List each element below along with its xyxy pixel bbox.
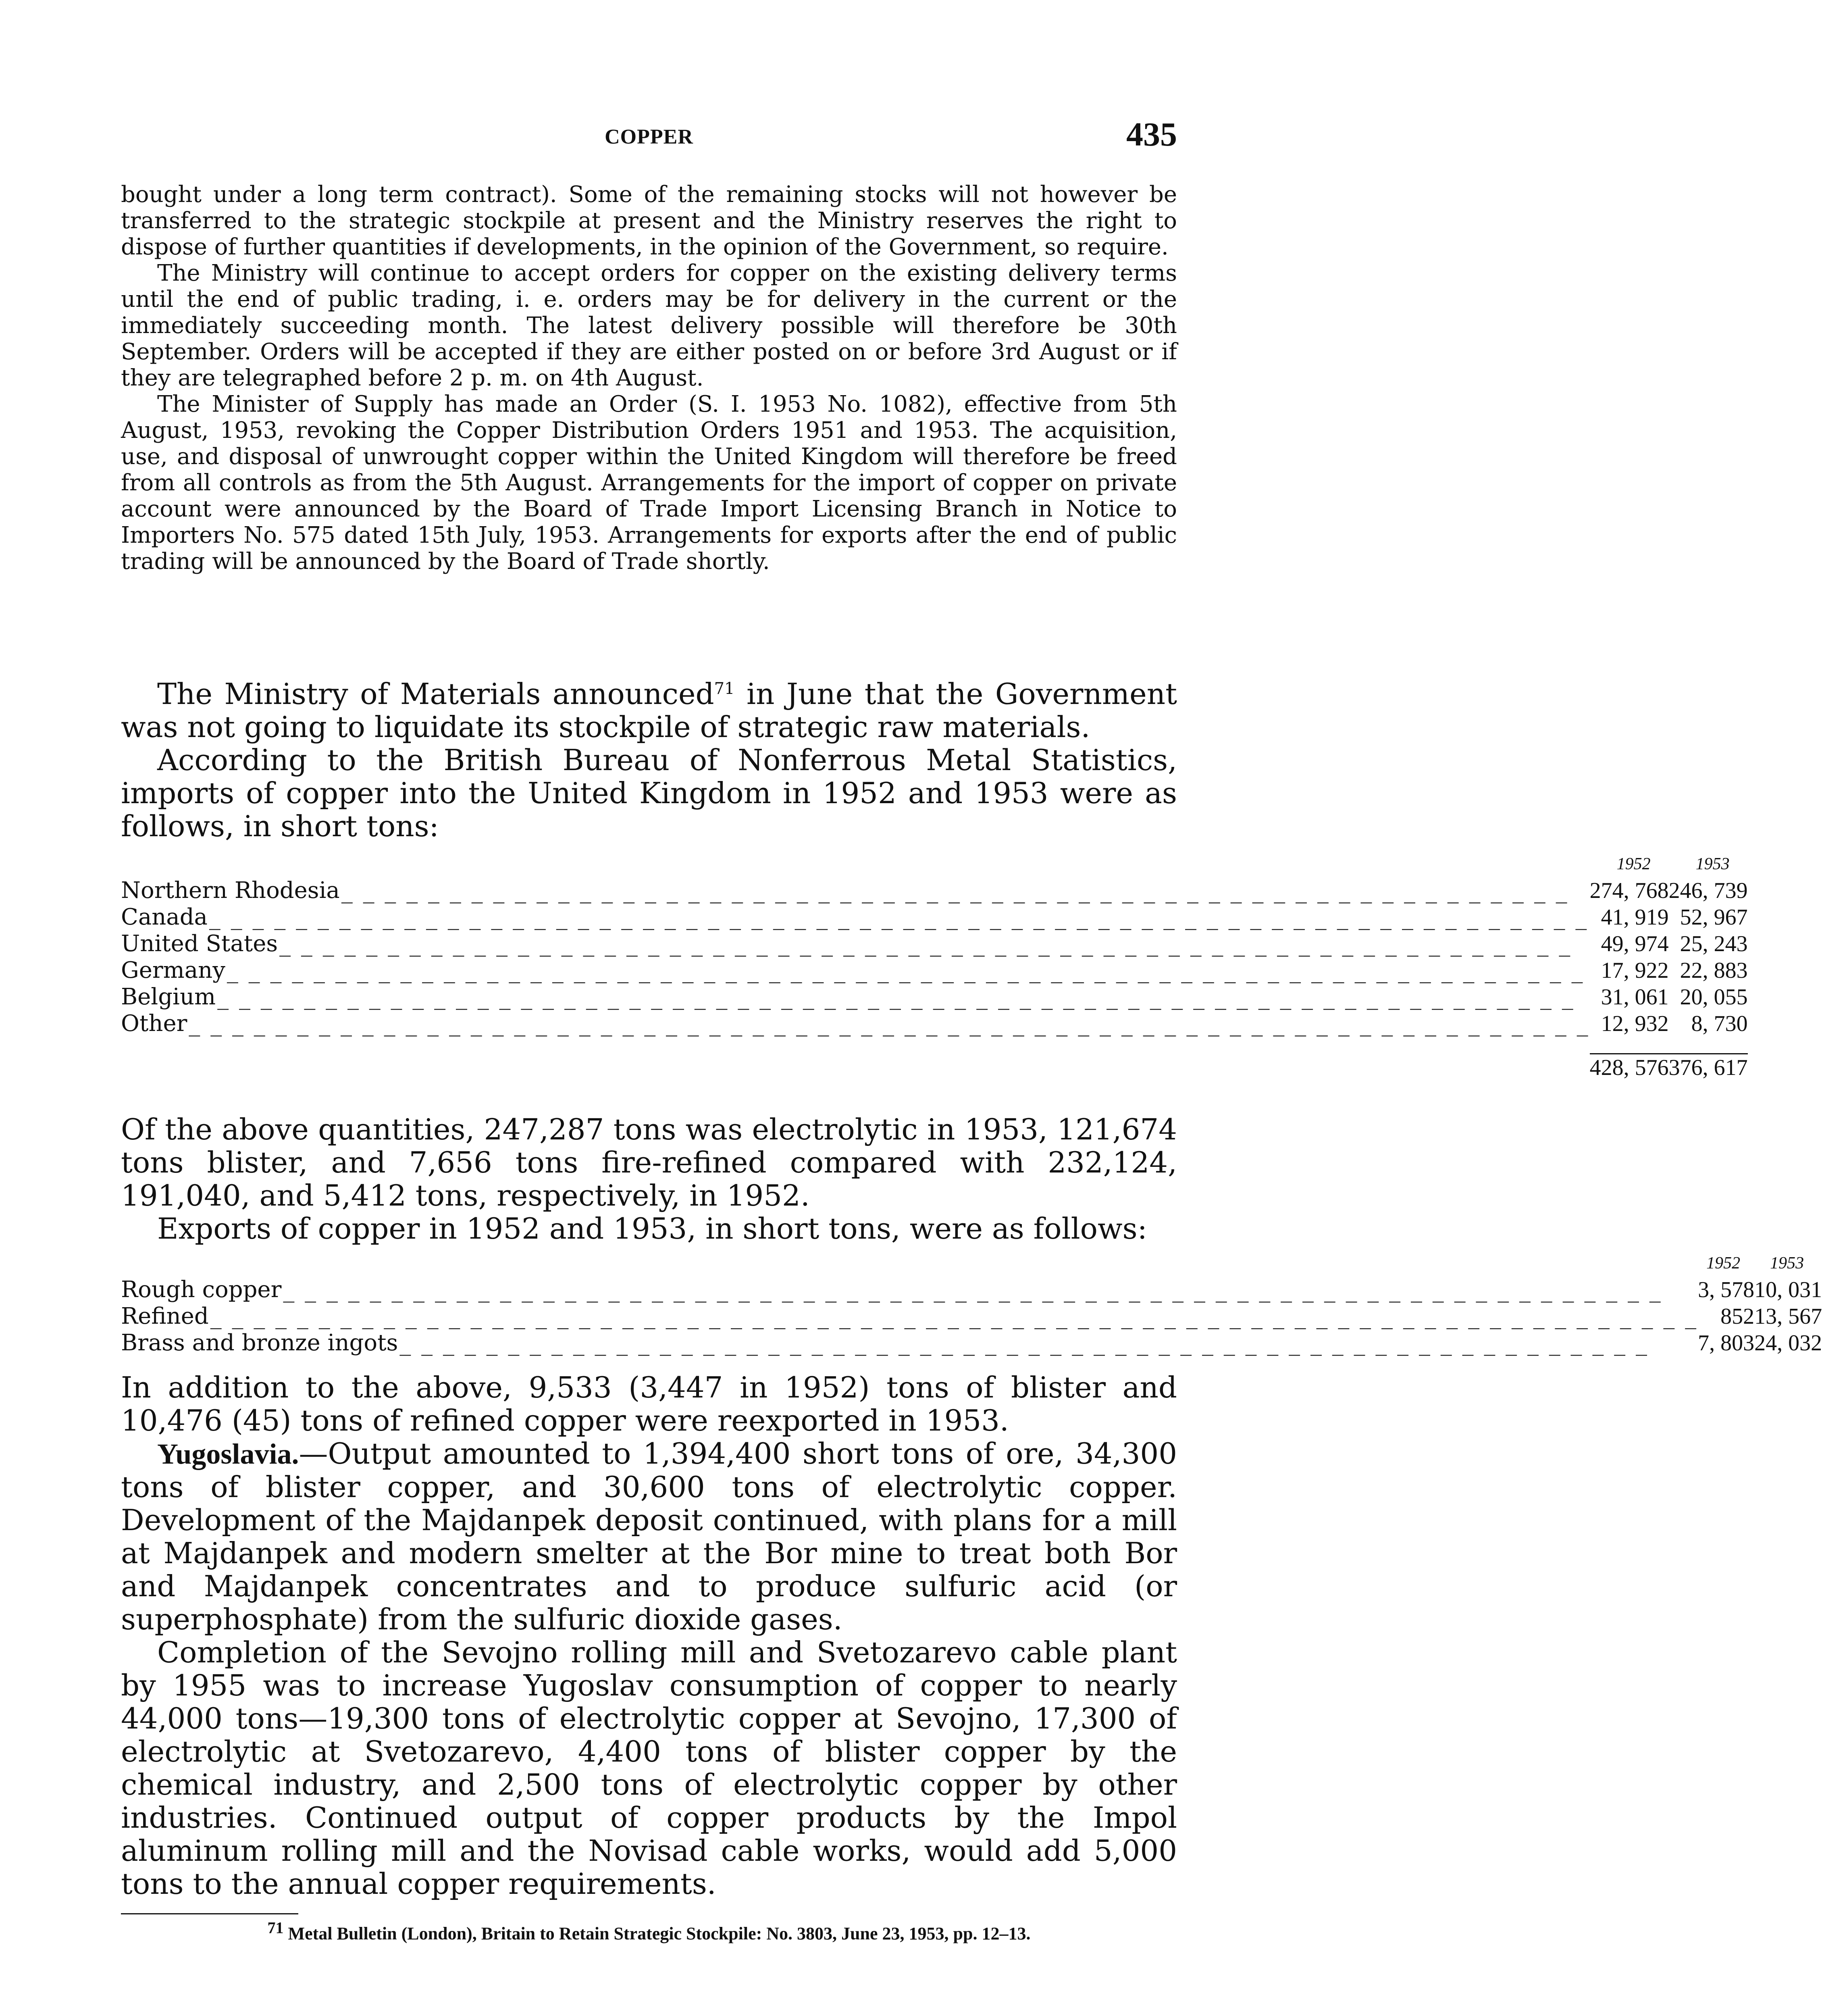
quantities-paragraph: Of the above quantities, 247,287 tons was electrolytic in 1953, 121,674 tons blister, and 7,656 tons fire-refined compared with 232,124, 191,040, and 5,412 tons, respectively, in 1952. (121, 1112, 1177, 1212)
row-label: Other (121, 1010, 189, 1037)
notice-paragraph-3: The Minister of Supply has made an Order (S. I. 1953 No. 1082), effective from 5th August, 1953, revoking the Copper Distribution Orders 1951 and 1953. The acquisition, use, and disposal of unwrought copper within the United Kingdom will therefore be freed from all controls as from the 5th August. Arrangements for the import of copper on private account were announced by the Board of Trade Import Licensing Branch in Notice to Importers No. 575 dated 15th July, 1953. Arrangements for exports after the end of public trading will be announced by the Board of Trade shortly. (121, 391, 1177, 575)
value-1952: 274, 768 (1589, 878, 1669, 903)
page-number: 435 (1126, 116, 1177, 153)
exports-year-header (121, 1250, 1822, 1277)
value-1953: 8, 730 (1691, 1011, 1748, 1036)
yugoslavia-text: —Output amounted to 1,394,400 short tons of ore, 34,300 tons of blister copper, and 30,600 tons of electrolytic copper. Development of the Majdanpek deposit continued, with plans for a mill at Majdanpek and modern smelter at the Bor mine to treat both Bor and Majdanpek concentrates and to produce sulfuric acid (or superphosphate) from the sulfuric dioxide gases. (121, 1437, 1177, 1636)
notice-paragraph-1: bought under a long term contract). Some of the remaining stocks will not however be transferred to the strategic stockpile at present and the Ministry reserves the right to dispose of further quantities if developments, in the opinion of the Government, so require. (121, 181, 1177, 260)
ministry-text-a: The Ministry of Materials announced (157, 677, 714, 711)
value-1953: 52, 967 (1680, 905, 1748, 930)
row-label: Refined (121, 1303, 210, 1329)
value-1952: 31, 061 (1601, 985, 1669, 1010)
exports-year-1953: 1953 (1770, 1254, 1804, 1272)
row-label: Canada (121, 904, 209, 930)
yugoslavia-heading: Yugoslavia. (157, 1438, 299, 1470)
ministry-text-b: in June that the Government was not going to liquidate its stockpile of strategic raw materials. (121, 677, 1177, 744)
yugoslavia-paragraph (121, 1437, 1177, 1636)
footnote (121, 1918, 1177, 1944)
exports-table (121, 1250, 1822, 1356)
table-row: United States_ _ _ _ _ _ _ _ _ _ _ _ _ _ _ _ _ _ _ _ _ _ _ _ _ _ _ _ _ _ _ _ _ _ _ _ _ _ _ _ _ _ _ _ _ _ _ _ _ _ _ _ _ _ _ _ _ _ _ _ 49, 974 25, 243 (121, 931, 1748, 957)
row-label: Germany (121, 957, 227, 983)
spacer-row (121, 1037, 1748, 1054)
value-1953: 10, 031 (1754, 1277, 1822, 1302)
table-row: Germany_ _ _ _ _ _ _ _ _ _ _ _ _ _ _ _ _ _ _ _ _ _ _ _ _ _ _ _ _ _ _ _ _ _ _ _ _ _ _ _ _ _ _ _ _ _ _ _ _ _ _ _ _ _ _ _ _ _ _ _ _ _ _ 17, 922 22, 883 (121, 957, 1748, 983)
body-middle (121, 1113, 1177, 1245)
completion-paragraph: Completion of the Sevojno rolling mill and Svetozarevo cable plant by 1955 was to increase Yugoslav consumption of copper to nearly 44,000 tons—19,300 tons of electrolytic copper at Sevojno, 17,300 of electrolytic at Svetozarevo, 4,400 tons of blister copper by the chemical industry, and 2,500 tons of electrolytic copper by other industries. Continued output of copper products by the Impol aluminum rolling mill and the Novisad cable works, would add 5,000 tons to the annual copper requirements. (121, 1635, 1177, 1901)
footnote-number: 71 (267, 1918, 284, 1937)
body-upper (121, 677, 1177, 843)
table-row: Northern Rhodesia_ _ _ _ _ _ _ _ _ _ _ _ _ _ _ _ _ _ _ _ _ _ _ _ _ _ _ _ _ _ _ _ _ _ _ _ _ _ _ _ _ _ _ _ _ _ _ _ _ _ _ _ _ _ _ _ _ 274, 768 246, 739 (121, 877, 1748, 904)
exports-year-1952: 1952 (1706, 1254, 1741, 1272)
imports-intro-paragraph: According to the British Bureau of Nonferrous Metal Statistics, imports of copper into the United Kingdom in 1952 and 1953 were as follows, in short tons: (121, 743, 1177, 843)
value-1952: 7, 803 (1698, 1331, 1755, 1356)
footnote-text: Metal Bulletin (London), Britain to Retain Strategic Stockpile: No. 3803, June 23, 1953, pp. 12–13. (283, 1924, 1031, 1943)
value-1952: 12, 932 (1601, 1011, 1669, 1036)
page-header (121, 115, 1177, 159)
table-row: Belgium_ _ _ _ _ _ _ _ _ _ _ _ _ _ _ _ _ _ _ _ _ _ _ _ _ _ _ _ _ _ _ _ _ _ _ _ _ _ _ _ _ _ _ _ _ _ _ _ _ _ _ _ _ _ _ _ _ _ _ _ _ _ _ 31, 061 20, 055 (121, 984, 1748, 1010)
row-label: Northern Rhodesia (121, 877, 341, 904)
footnote-divider (121, 1913, 298, 1914)
footnote-ref: 71 (714, 679, 735, 698)
value-1952: 49, 974 (1601, 931, 1669, 956)
ministry-paragraph (121, 677, 1177, 744)
table-row: Canada_ _ _ _ _ _ _ _ _ _ _ _ _ _ _ _ _ _ _ _ _ _ _ _ _ _ _ _ _ _ _ _ _ _ _ _ _ _ _ _ _ _ _ _ _ _ _ _ _ _ _ _ _ _ _ _ _ _ _ _ _ _ _ _ 41, 919 52, 967 (121, 904, 1748, 930)
imports-year-1953: 1953 (1695, 855, 1730, 873)
value-1953: 246, 739 (1668, 878, 1748, 903)
value-1953: 13, 567 (1754, 1304, 1822, 1329)
table-row: Refined_ _ _ _ _ _ _ _ _ _ _ _ _ _ _ _ _ _ _ _ _ _ _ _ _ _ _ _ _ _ _ _ _ _ _ _ _ _ _ _ _ _ _ _ _ _ _ _ _ _ _ _ _ _ _ _ _ _ _ _ _ _ _ _ _ _ _ _ _ 852 13, 567 (121, 1303, 1822, 1329)
value-1952: 17, 922 (1601, 958, 1669, 983)
imports-table (121, 851, 1748, 1081)
imports-total-row (121, 1054, 1748, 1081)
imports-year-1952: 1952 (1616, 855, 1651, 873)
notice-paragraph-2: The Ministry will continue to accept orders for copper on the existing delivery terms until the end of public trading, i. e. orders may be for delivery in the current or the immediately succeeding month. The latest delivery possible will therefore be 30th September. Orders will be accepted if they are either posted on or before 3rd August or if they are telegraphed before 2 p. m. on 4th August. (121, 260, 1177, 391)
value-1952: 3, 578 (1698, 1277, 1755, 1302)
table-row: Other_ _ _ _ _ _ _ _ _ _ _ _ _ _ _ _ _ _ _ _ _ _ _ _ _ _ _ _ _ _ _ _ _ _ _ _ _ _ _ _ _ _ _ _ _ _ _ _ _ _ _ _ _ _ _ _ _ _ _ _ _ _ _ _ _ 12, 932 8, 730 (121, 1010, 1748, 1037)
table-row: Brass and bronze ingots_ _ _ _ _ _ _ _ _ _ _ _ _ _ _ _ _ _ _ _ _ _ _ _ _ _ _ _ _ _ _ _ _ _ _ _ _ _ _ _ _ _ _ _ _ _ _ _ _ _ _ _ _ _ _ _ _ _ 7, 803 24, 032 (121, 1330, 1822, 1356)
row-label: Brass and bronze ingots (121, 1330, 399, 1356)
running-title: COPPER (605, 125, 693, 148)
value-1953: 24, 032 (1754, 1331, 1822, 1356)
quoted-notice (121, 181, 1177, 575)
value-1953: 22, 883 (1680, 958, 1748, 983)
reexport-paragraph: In addition to the above, 9,533 (3,447 in 1952) tons of blister and 10,476 (45) tons of refined copper were reexported in 1953. (121, 1370, 1177, 1437)
table-row: Rough copper_ _ _ _ _ _ _ _ _ _ _ _ _ _ _ _ _ _ _ _ _ _ _ _ _ _ _ _ _ _ _ _ _ _ _ _ _ _ _ _ _ _ _ _ _ _ _ _ _ _ _ _ _ _ _ _ _ _ _ _ _ _ _ _ 3, 578 10, 031 (121, 1277, 1822, 1303)
row-label: Rough copper (121, 1277, 283, 1303)
row-label: United States (121, 931, 279, 957)
total-1952: 428, 576 (1590, 1054, 1669, 1081)
value-1953: 25, 243 (1680, 931, 1748, 956)
value-1952: 41, 919 (1601, 905, 1669, 930)
body-lower (121, 1371, 1177, 1900)
value-1953: 20, 055 (1680, 985, 1748, 1010)
value-1952: 852 (1720, 1304, 1755, 1329)
exports-intro-paragraph: Exports of copper in 1952 and 1953, in short tons, were as follows: (157, 1212, 1147, 1245)
imports-year-header (121, 851, 1748, 877)
total-1953: 376, 617 (1669, 1054, 1748, 1081)
row-label: Belgium (121, 984, 217, 1010)
